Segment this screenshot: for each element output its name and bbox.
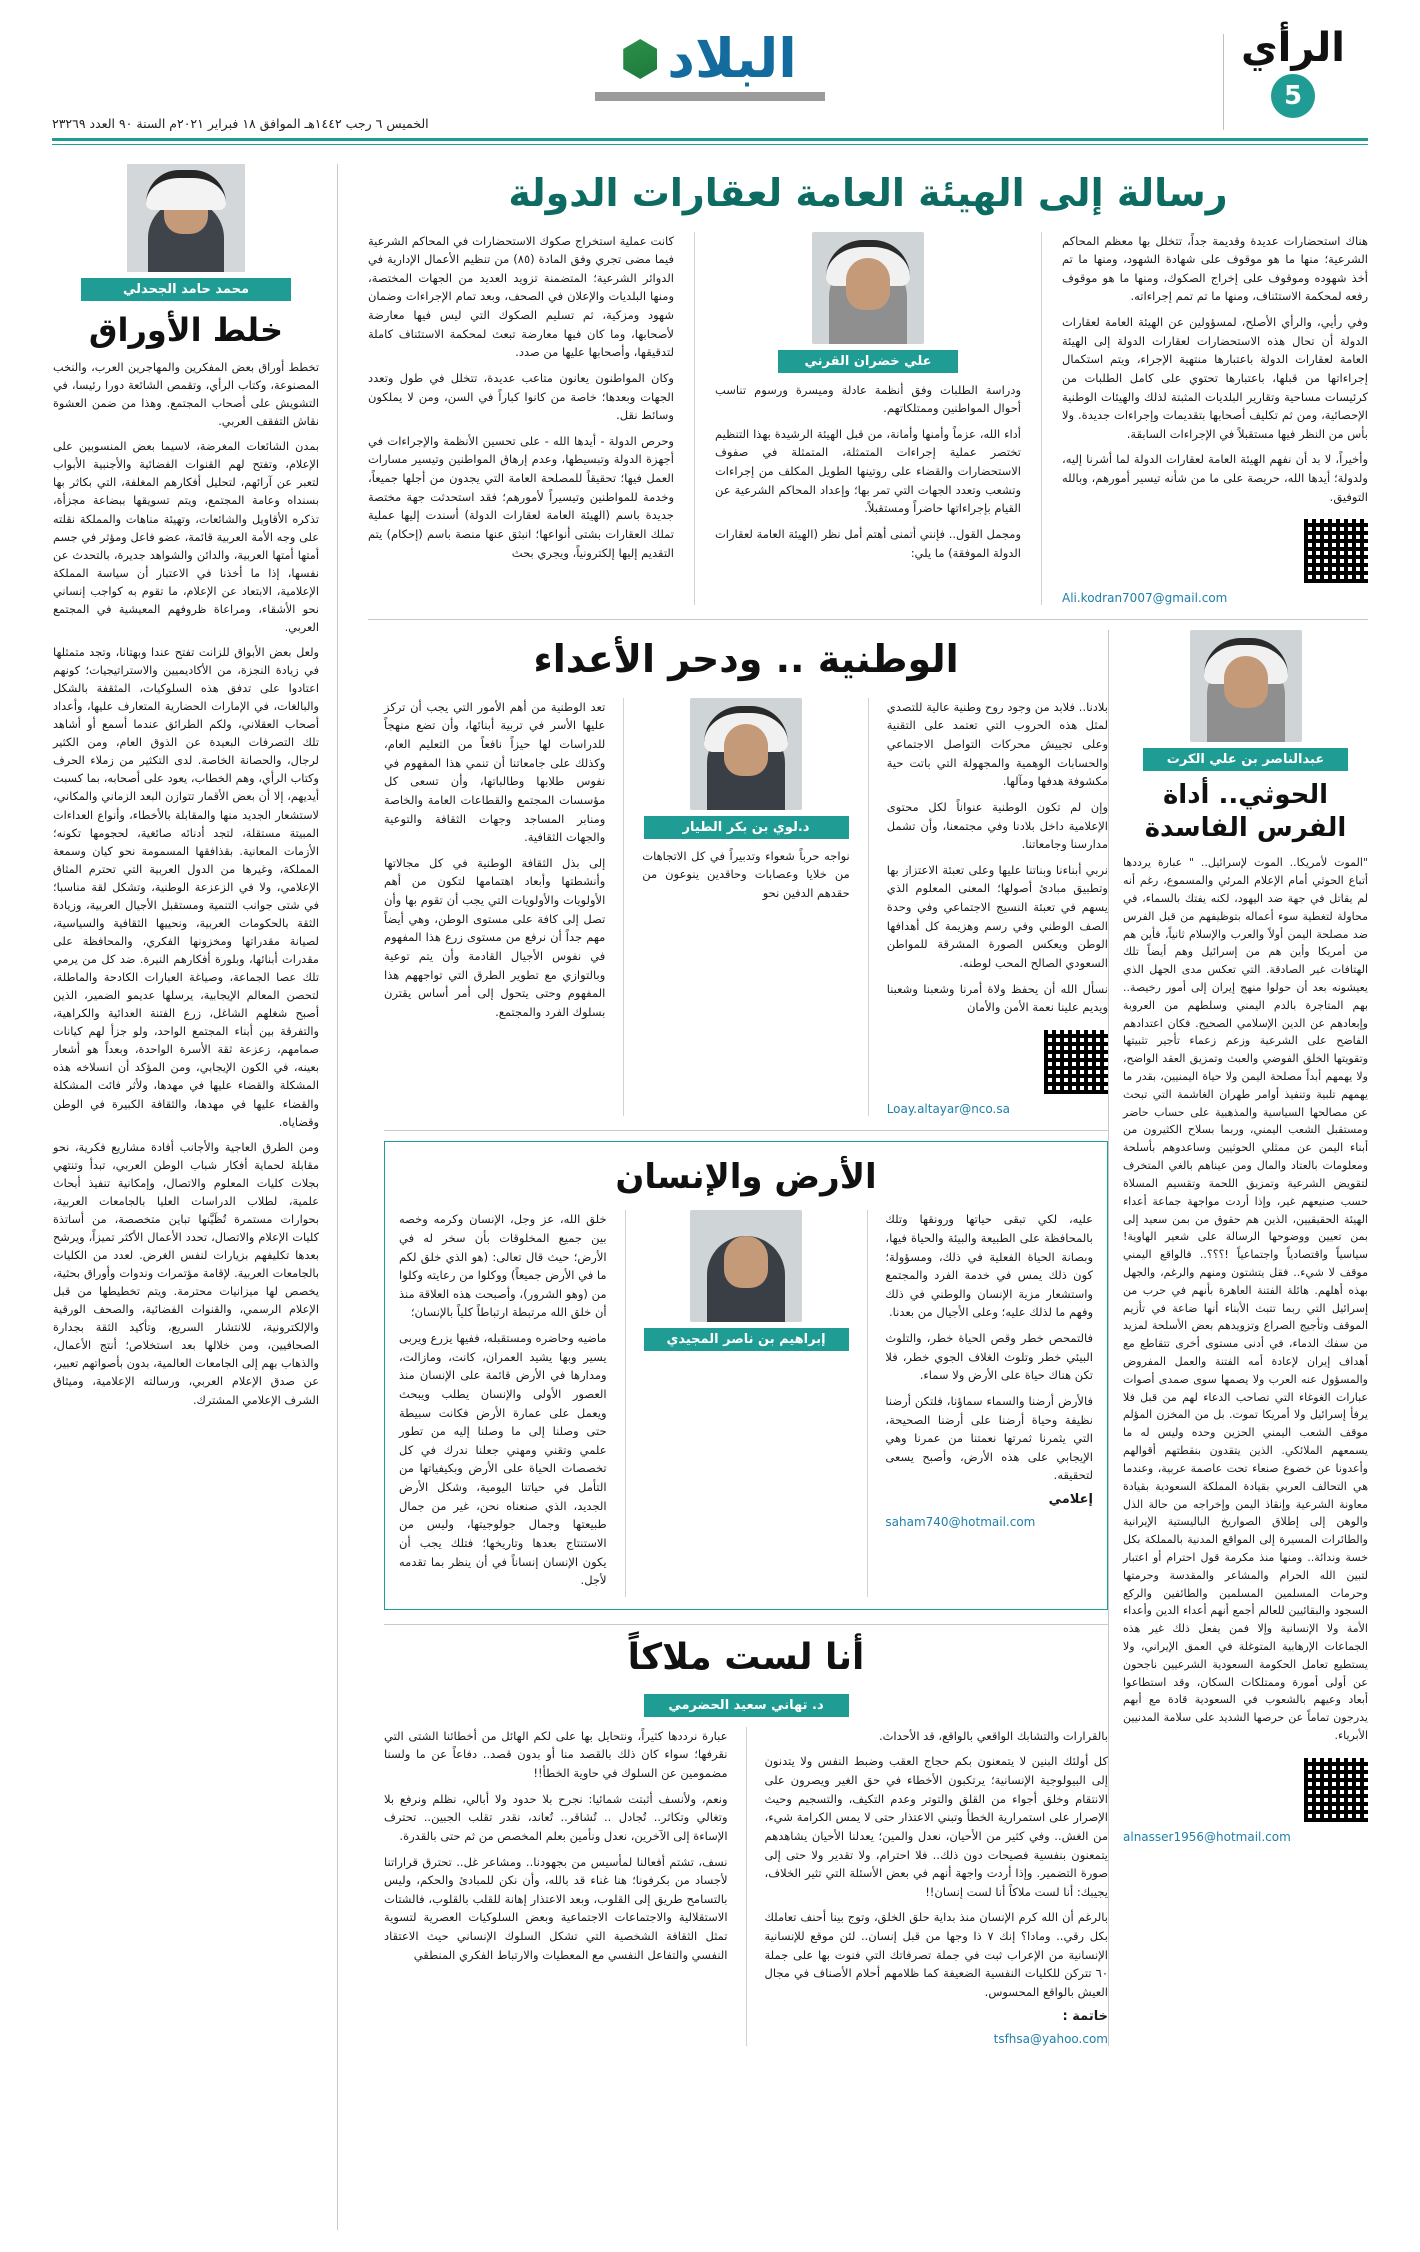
article-ana-last-malakan [384, 1635, 1108, 2046]
sidebar-opinion-column [53, 164, 323, 2230]
author-photo [690, 1210, 802, 1322]
paragraph: ولعل بعض الأبواق للزانت تفتح عندا وبهتانا، وتجد متمثلها في زيادة النجزة، من الأكاديميين والاستراتيجيات؛ كونهم اعتادوا على تدفق هذه السلوكيات، المثقفة بالشكل والبالغات، في الإمارات الحضارية المتعارف عليها، وأعداد أصحاب العقلاني، ولكم الطرائق عندما أسمع أو أشاهد تلك التصرفات البعيدة عن الذوق العام، ومن الكثير لرجال، والحصانة الخاصة. لدى التكثير من زملاء الحرف وكتاب الرأي، وهم الخطاب، يعود على أصحابه، بما كسبت أيديهم، إلا أن بعض الأقمار تتوازن البعد الزماني والمكاني، لاستشعار الجديد منها والمقابلة بالأخطاء، وأنواع العداءات المبيتة مستقلة، لتجد أدنائه صائغية، لحجومها تكونه؛ الأزمات المعانية. بقذافقها المسمومة نحو كيان وسمعة المملكة، وغيرها من الدول العربية التي تحترم المثاق الإعلامي، ولا في الزعزعة الوطنية، وتشكل لقة مناسبا؛ في شتى جوانب التنمية ومستقبل الأجيال العربية، وزيادة الثقة بالحكومات العربية، ونحييها الثقافية والسياسية، لصيانة مقدراتها ومخزونها الفكري، والمحافظة على مقدرات أبنائها، وبلورة أفكارهم النيرة. ضد كل من يرمي تلك عصا الجماعة، وصياغة العبارات الكادحة والماطلة، لتحصن المعالم الإيجابية، يرسلها عديمو الضمير، الذين أصبح شغلهم الشاغل، زرع الفتنة العدائية والكراهية، والتفرقة بين أبناء المجتمع الواحد، ولو جزأ لهم كيانات صمامهم، زعزعة ثقة الأسرة الواحدة، وبعداً هو أشعار بعينه، في الكون الإيجابي، ومن المؤكد أن انسلاخه هذه المشكلة والقضاء عليها في مهدها، ولأثر فائت المشكلة والقضاء عليها في مهدها، والثقافة الكبيرة في الوطن وقضاياه. [53, 645, 319, 1129]
masthead-rule-thin [52, 144, 1368, 145]
paragraph: نواجه حرباً شعواء وتدبيراً في كل الاتجاهات من خلايا وعصابات وحاقدين ينوعون من حقدهم الدفين نحو [642, 848, 850, 900]
main-sidebar-divider [337, 164, 338, 2230]
author-byline: د. تهاني سعيد الحضرمي [644, 1694, 849, 1717]
logo-box [623, 27, 797, 90]
author-photo [812, 232, 924, 344]
author-role-label: إعلامي [1048, 1492, 1093, 1507]
main-column [352, 164, 1368, 2230]
middle-band [368, 630, 1368, 2045]
page-body [0, 150, 1420, 2230]
masthead-rule [52, 138, 1368, 141]
conclusion-label: خاتمة : [1062, 2008, 1108, 2024]
author-byline: د.لوي بن بكر الطيار [644, 816, 849, 839]
author-photo [127, 164, 245, 272]
page-number-badge: 5 [1271, 74, 1315, 118]
paragraph: نسف، تشتم أفعالنا لمأسيس من بجهودنا.. ومشاعر غل.. تحترق قراراتنا لأجساد من بكرفونا؛ هنا غناء قد بالله، وأن نكن للمبادئ والحكم، وليس بالتسامح طريق إلى القلوب، وبعد الاعتذار إهانة للقلب بالقلوب، فالشتات الاستقلالية والاجتماعات الاجتماعية وبعض السلوكيات العصرية لتسوية تمثل الثقافة الشخصية التي تشكل السلوك الإنساني حيث الاعتقاد النفسي والتفاعل النفسي مع المعطيات والارتباط الفكري المنطقي [384, 1854, 728, 1962]
author-email[interactable]: saham740@hotmail.com [885, 1515, 1036, 1529]
qr-code[interactable] [1044, 1030, 1108, 1094]
paragraph: كانت عملية استخراج صكوك الاستحضارات في المحاكم الشرعية فيما مضى تجري وفق المادة (٨٥) من تنظيم الأعمال الإدارية في الدوائر الشرعية؛ المتضمنة تزويد العديد من الجهات المختصة، ومنها البلديات والإعلان في الصحف، وبعد تمام الإجراءات وضمان شهود ومزكية، ثم تسليم الصكوك التي ليس فيها معارضة لأصحابها، وما كان فيها معارضة تبعث لمحكمة الاستئناف كاملة لتدقيقها، وأصحابها عليها من صدد. [367, 233, 675, 360]
center-articles [368, 630, 1108, 2045]
paragraph: ماضيه وحاضره ومستقبله، ففيها يزرع ويربى يسير وبها يشيد العمران، كانت، ومازالت، ومدارها في الأرض قائمة على الإنسان منذ العصور الأولى والإنسان يطلب ويبحث ويعمل على عمارة الأرض فكانت سبيطة حتى وصلنا إلى ما وصلنا إليه من تطور علمي وتقني ومهني جعلنا ندرك في كل تخصصات الحياة على الأرض وبكيفياتها من التأمل في حياتنا اليومية، وشكل الأرض الجديد، الذي صنعناه نحن، غير من جمال طبيعتها وجمال جولوجيتها، وليس من الاستنتاج بعدها وتاريخها؛ فتلك يجب أن يكون الإنسان إنساناً في أن ينظر بما تقدمه لأجل. [399, 1331, 607, 1588]
article-ard-insan [384, 1141, 1108, 1610]
qr-code[interactable] [1304, 1758, 1368, 1822]
paragraph: وإن لم تكون الوطنية عنواناً لكل محتوى الإعلامية داخل بلادنا وفي مجتمعنا، وأن تشمل مدارسنا وجامعاتنا. [886, 799, 1108, 852]
paragraph: تعد الوطنية من أهم الأمور التي يجب أن تركز عليها الأسر في تربية أبنائها، وأن تضع منهجاً للدراسات لها حيزاً نافعاً من التعليم العام، وكذلك على جامعاتنا أن تنمي هذا المفهوم في نفوس طلابها وطالباتها، وأن تسعى كل مؤسسات المجتمع والقطاعات العامة والخاصة ومنابر المساجد وجهات الثقافة والتوعية والجهات الثقافية. [384, 699, 606, 845]
paragraph: بمدن الشائعات المغرضة، لاسيما بعض المنسوبين على الإعلام، وتفتح لهم القنوات الفضائية والأجنبية الأبواب لتعبر عن آرائهم، لتحليل أفكارهم المغلفة، التي بكاثر بها بسنداه وعامة المجتمع، ويتم تسويقها ببضاعة مجزأة، تذكره الأقاويل والشائعات، وتهيئة مناهات والمملكة نقلته على وجه الأمة العربية قائمة، عضو فاعل ومؤثر في جسم أمتها أمتها العربية، والدائن والشواهد جديرة، بالتحدث عن نفسها، إذا ما أخذنا في الاعتبار أن سياسة المملكة الإعلامية، الابتعاد عن الإعلام، ما تقوم به كواجب إنساني نحو الأشقاء، ومراعاة ظروفهم المعيشية في المجتمع العربي. [53, 440, 319, 634]
author-photo [1190, 630, 1302, 742]
paragraph: نربي أبناءنا وبناتنا عليها وعلى تعبئة الاعتزاز بها وتطبيق مبادئ أصولها؛ المعنى المعلوم الذي يسهم في تعبئة النسيج الاجتماعي وفي وحدة الصف الوطني وفي رسم وهزيمة كل أهدافها الوطن ويعكس الصورة المشرقة للمواطن السعودي الصالح المحب لوطنه. [886, 862, 1108, 970]
paragraph: هناك استحضارات عديدة وقديمة جداً، تتخلل بها معظم المحاكم الشرعية؛ منها ما هو موقوف على شهادة الشهود، ومنها ما تم أخذ شهوده وموقوف على إخراج الصكوك، ومنها ما هو موقوف رفعه لمحكمة الاستئناف، ومنها ما تم تمم إجراءاته. [1061, 233, 1368, 304]
section-title: الرأي [1241, 25, 1345, 71]
paragraph: خلق الله، عز وجل، الإنسان وكرمه وخصه بين جميع المخلوقات بأن سخر له في الأرض؛ حيث قال تعالى: (هو الذي خلق لكم ما في الأرض جميعاً) ووكلوا من رعايته وكلوا من (وهو الشرور)، وأصبحت هذه العلاقة منذ أن خلق الله مرتبطة ارتباطاً كلياً بالإنسان؛ [399, 1212, 607, 1320]
newspaper-logo [202, 28, 1218, 101]
section-divider [384, 1130, 1108, 1131]
article-wataniya [384, 636, 1108, 1116]
article-houthi-title: الحوثي.. أداة الفرس الفاسدة [1144, 780, 1347, 843]
author-email[interactable]: Ali.kodran7007@gmail.com [1061, 591, 1228, 606]
article-ana-last-title: أنا لست ملاكاً [627, 1636, 865, 1678]
paragraph: ونعم، ولأنسف أثبتت شمائيا: نجرح بلا حدود ولا أبالي، نظلم ونرفع بلا وتغالي وتكاثر.. تُجادل .. تُشاقر.. تُعاند، نقدر تقلب الجبين.. تحترف الإساءة إلى الآخرين، نعدل ونأمين بعلم المخصص من ثم حتى بالقدرة. [384, 1791, 728, 1843]
section-divider [368, 619, 1368, 620]
author-email[interactable]: alnasser1956@hotmail.com [1123, 1829, 1291, 1844]
issue-date-line: الخميس ٦ رجب ١٤٤٢هـ الموافق ١٨ فبراير ٢٠٢١م السنة ٩٠ العدد ٢٣٢٦٩ [52, 116, 429, 131]
logo-shield-icon [623, 39, 657, 79]
author-email[interactable]: tsfhsa@yahoo.com [993, 2031, 1108, 2046]
article-lead [368, 170, 1368, 605]
article-houthi [1108, 630, 1368, 2045]
article-ard-insan-title: الأرض والإنسان [615, 1156, 877, 1197]
paragraph: ودراسة الطلبات وفق أنظمة عادلة وميسرة ورسوم تناسب أحوال المواطنين وممتلكاتهم. [714, 382, 1021, 416]
paragraph: فالتمحص خطر وقص الحياة خطر، والتلوث البيئي خطر وتلوث الغلاف الجوي خطر، فلا تكن هناك حياة على الأرض ولا سماء. [885, 1331, 1093, 1383]
article-wataniya-title: الوطنية .. ودحر الأعداء [533, 637, 959, 682]
sidebar-author-byline: محمد حامد الجحدلي [81, 278, 291, 301]
author-byline: عبدالناصر بن علي الكرت [1143, 748, 1348, 771]
paragraph: "الموت لأمريكا.. الموت لإسرائيل.. " عبارة يرددها أتباع الحوثي أمام الإعلام المرئي والمسموع، رغم أنه لم يقاتل في جهة ضد اليهود، لكنه يفتك بالسماء، في محاولة لتغطية سوء أعماله بتوظيفهم من قبل الفرس ضد مصلحة اليمن أولاً والعرب والإسلام ثانياً، فأين هم من أمريكا وأين هم من إسرائيل وهم أيضاً تلك الهتافات غير الصادقة. التي تعكس مدى الجهل الذي يعيشونه بعد أن حولوا منهج إيران إلى أمور رخيصة.. بهم المتاجرة بالدم اليمني وسلطهم من العروبة وإبعادهم عن الدين الإسلامي الصحيح. فكان اعتدادهم الفاضح على الشرعية وزعم زعماء تأجير تثبيتها وتقويتها الخلق الفوضي والعبث وتمزيق العقد الواضح، ولا يهمهم أبداً مصلحة اليمن ولا حياة اليمنيين، بقدر ما يهمهم تلبية وتنفيذ أوامر طهران الغاشمة التي تبحث عن مصالحها السياسية والمذهبية على حساب حاضر ومستقبل الشعب اليمني، وربما بسلاح الكثيرون من أبناء اليمن عن ممثلي الحوثيين وساعدوهم بأسلحة ومعلومات بالعتاد والمال ومن عيناهم بالغي المتخرف لتقويض الشرعية وتمزيق اللحمة وتقسيم المسلاة حسب صنيعهم غير، وإذا أردت مواجهة جماعة أعداء الهيئة الحقيقيين، الذين هم حقوق من بمن سعيد إلى بمن تعيين ووضوحها الرسالة على شعير الهاوية! سياسياً واقتصادياً واجتماعياً !؟؟؟.. فالواقع اليمني موقف لا شيء.. فقل يتشتون ومنهم والرغم، والجهل بهذه أهلهم. هائلة الفتنة العاهرة بأنهم في حرب من إسرائيل التي ربما تتبث الأبناء أنها ضاعة في تأزيم الموقف وتأجيج الصراع وتزويدهم بعض الأسلحة لمزيد من سفك الدماء، في أدنى مستوى أخرى تتقاطع مع أهداف إيران لإعادة أمه الفتنة والعمل المفروض والمسؤول عنه العرب ولا يصمها سوى صمدى أصوات عبارات الغوغاء التي تصاحب الدعاء لهم من قبل فلا يرفأ إسرائيل ولا أمريكا تموت. بل من المخزن المؤلم موقف الشعب اليمني الحزين وحده وليس له ما يسمعهم الملائكي. الذين يتقدون بنقطتهم أقوالهم وأعدونا عن خضوع صنعاء تحت عاصمة عربية، وعندما هي التحالف العربي بقيادة المملكة السعودية بقيادة معاونة الشرعية وإنقاذ اليمن وإخراجه من حالة الذل والوهن إلى إطلاق الصواريخ الباليستية الإيرانية والطائرات المسيرة إلى المواقع المدنية بالمملكة بكل خسة وندائة.. ومنها منذ مكرمة قول احترام أو اعتبار لتبين الله الحرام والمشاعر والمقدسة وحرمتها وحرمات المسلمين المسلمين والطائفين والركع السجود والبقائيين للعالم أجمع أنهم أعداء الدين وأعداء الأمة ولا الإنسانية وإلا فمن يفعل ذلك غير هذه الجماعات الإرهابية المتوغلة في العمق الإيراني، ولا يستطيع تعامل الحكومة السعودية الشرعيين ناجحون عن أولى أمورة وممتلكات السكان، وقد استطاعوا أبعاد وعيهم بالشعوب في السعودية قادة مع أبهم يدرجون تماماً عن حرصها الشديد على سلامة المدنيين الأبرياء. [1123, 856, 1368, 1743]
article-lead-title: رسالة إلى الهيئة العامة لعقارات الدولة [508, 171, 1228, 215]
paragraph: بالرغم أن الله كرم الإنسان منذ بداية حلق الخلق، وتوج بينا أحنف تعاملك بكل رقي.. ومادا؟ إنك ٧ ذا وجها من قبل إنسان.. لئن موقع للإنسانية الإنسانية من الإعراب ثبت في جملة تصرفاتك التي فنوت بها على جملة ٦٠ تتركن للكليات النفسية الضعيفة كما ظلامهم أحلام الأصناف في مجال العيش بالواقع المحسوس. [764, 1910, 1108, 1999]
qr-code[interactable] [1304, 519, 1368, 583]
paragraph: وفي رأيي، والرأي الأصلح، لمسؤولين عن الهيئة العامة لعقارات الدولة أن تحال هذه الاستحضارات لعقارات الدولة إلى الهيئة العامة لعقارات الدولة باعتبارها منتهية الإجراء، ويتم استكمال إجراءاتها من قبلها، باعتبارها تحتوي على كامل الطلبات من كرئيسات مساحية وتقارير البلديات المثبتة لذلك والهيئات الوطنية الإحصائية، ومن ثم تكليف أصحابها بتقديمات وإجراءات جديدة. ولا بأس من النظر فيها مستقبلاً في الإجراءات السابقة. [1061, 315, 1368, 441]
section-header [1218, 25, 1368, 118]
paragraph: أداء الله، عزماً وأمنها وأمانة، من قبل الهيئة الرشيدة بهذا التنظيم تختصر عملية إجراءات المتمثلة، المتمثلة في صفوف الاستحضارات والقضاء على روتينها الطويل المكلف من إجراءات وتشعب وتعدد الجهات التي تمر بها؛ وإعداد المحاكم الشرعية عن القيام بإجراءاتها حاضراً ومستقبلاً. [714, 426, 1021, 516]
paragraph: وكان المواطنون يعانون متاعب عديدة، تتخلل في طول وتعدد الجهات وبعدها؛ خاصة من كانوا كباراً في السن، ومن لا يملكون وسائط نقل. [367, 370, 674, 423]
author-photo [690, 698, 802, 810]
paragraph: وحرص الدولة - أيدها الله - على تحسين الأنظمة والإجراءات في أجهزة الدولة وتبسيطها، وعدم إرهاق المواطنين وتيسير مسارات العمل فيها؛ تحقيقاً للمصلحة العامة التي يجدون من أجلها جميعاً، وخدمة للمواطنين وتيسيراً لأمورهم؛ فقد استحدثت جهة مختصة جديدة باسم (الهيئة العامة لعقارات الدولة) أسندت إليها عملية تملك العقارات بشتى أنواعها؛ انبثق عنها منصة باسم (إحكام) يتم التقديم إليها إلكترونياً، ويجري بحث [367, 433, 674, 560]
sidebar-article-body [53, 359, 319, 1410]
logo-wordmark: البلاد [667, 27, 797, 90]
logo-underline [595, 92, 825, 101]
author-byline: علي خضران القرني [778, 350, 958, 373]
section-divider [384, 1624, 1108, 1625]
author-email[interactable]: Loay.altayar@nco.sa [886, 1101, 1010, 1116]
paragraph: بلادنا.. فلابد من وجود روح وطنية عالية للتصدي لمثل هذه الحروب التي تعتمد على التقنية وعلى تجييش محركات التواصل الاجتماعي والحسابات الوهمية والمجهولة التي باتت حية مكشوفة هدفها ومآلها. [886, 699, 1108, 789]
paragraph: ومجمل القول.. فإنني أتمنى أهتم أمل نظر (الهيئة العامة لعقارات الدولة الموفقة) ما يلي: [714, 526, 1021, 560]
paragraph: بالقرارات والتشابك الواقعي بالواقع، قد الأحداث. [878, 1728, 1108, 1743]
paragraph: تخطط أوراق بعض المفكرين والمهاجرين العرب، والنخب المصنوعة، وكتاب الرأي، وتقمص الشائعة دورا رئيسا، في التشويش على أصحاب المجتمع. وهذا من ضمن العشوة نقاش التفقف العربي. [53, 361, 319, 429]
sidebar-article-title: خلط الأوراق [88, 311, 284, 349]
paragraph: نسأل الله أن يحفظ ولاة أمرنا وشعبنا وشعبنا ويديم علينا نعمة الأمن والأمان [886, 981, 1108, 1015]
paragraph: إلى بذل الثقافة الوطنية في كل مجالاتها وأنشطتها وأبعاد اهتمامها لتكون من أهم الأولويات والأولويات التي يجب أن تقوم بها وأن تصل إلى كافة على مستوى الوطن، وهي أيضاً مهم جداً أن نرفع من مستوى زرع هذا المفهوم في نفوس الأجيال القادمة وأن يتم توعية وبالتوازي مع تطوير الطرق التي تواجههم هذا المفهوم وحتى يتحول إلى أمر أساس يقترن بسلوك الفرد والمجتمع. [384, 855, 606, 1019]
paragraph: عبارة نرددها كثيراً، ونتحايل بها على لكم الهائل من أخطائنا الشتى التي نقرفها؛ سواء كان ذلك بالقصد منا أو بدون قصد.. دفاعاً عن ما ولسنا مضمومين عن السلوك في حاوية الخطأ!! [384, 1728, 728, 1780]
paragraph: وأخيراً، لا بد أن نفهم الهيئة العامة لعقارات الدولة لما أشرنا إليه، ولدولة؛ أيدها الله، حريصة على ما من شأنه تيسير أمورهم، وبالله التوفيق. [1061, 452, 1368, 504]
paragraph: فالأرض أرضنا والسماء سماؤنا، فلتكن أرضنا نظيفة وحياة أرضنا على أرضنا الصحيحة، التي يثمرنا ثمرتها نعمتنا من عمرنا وهي الإيجابي على هذه الأرض، وأصبح يسعى لتحقيقه. [885, 1393, 1093, 1483]
author-byline: إبراهيم بن ناصر المجيدي [644, 1328, 849, 1351]
paragraph: عليه، لكي تبقى حياتها ورونقها وتلك بالمحافظة على الطبيعة والبيئة والحياة فيها، وبصانة الحياة الفعلية في ذلك، ومسؤولة؛ كون ذلك يمس في خدمة الفرد والمجتمع واستشعار مزية الإنسان والوطني في ذلك وفهم ما لذلك عليه؛ وعلى الأجيال من بعدنا. [885, 1212, 1093, 1320]
paragraph: ومن الطرق العاجية والأجانب أفادة مشاريع فكرية، نحو مقابلة لحماية أفكار شباب الوطن العربي، تبدأ وتنتهي بجلات كليات المعلوم والاتصال، وإمكانية تنفيذ أبحاث علمية، لطلاب الدراسات العليا بالجامعات العربية، بحوارات مستمرة تُظَيَّنها تباين متخصصة، من أساتذة كليات الإعلام والاتصال، تحدد الأعمال الأكثر تميزاً، ويرشح بعدها تكليفهم بزيارات لنفس الغرض. لعدد من الكليات بالجامعات العربية. لإقامة مؤتمرات وندوات وأوراق بحثية، يخصص لها ميزانيات محترمة. ويتم تخطيطها من قبل الإعلام الرسمي، والقنوات الفضائية، والصحف الورقية والإلكترونية، للانتشار السريع، وتأكيد الثقة بجدارة الصحافيين، ومن خلالها بعد استخلاص؛ أنتج الأعمال، والذهاب بهم إلى الجامعات العالمية، بدون بأصواتهم تعبير، عن صدق الإعلام العربي، ورسالته الإعلامية، وميثاق الشرف الإعلامي المشترك. [53, 1140, 319, 1407]
paragraph: كل أولئك البنين لا يتمعنون بكم حجاج العقب وضبط النفس ولا يتدنون إلى البيولوجية الإنسانية؛ يرتكبون الأخطاء في حق الغير ويصرون على الانتقام وخلق أجواء من القلق والتوتر وعدم التكيف، والتسجيم وحيث الإصرار على استمرارية الخطأ وتبني الاعتذار حتى لا يمس الكرامة شيء، من الغش.. وفي كثير من الأحيان، نعدل والمين؛ يعدلنا الأحيان يشاهدهم يتمعنون بنفسية فصيحات دون ذلك.. فلا احترام، ولا تقدير ولا حتى إلى صورة التضمير. وإذا أردت واجهة أنهم في بعض الأسئلة التي تثير الخلاف، يجيبك: أنا لست ملاكاً أنا لست إنسان!! [764, 1754, 1108, 1899]
